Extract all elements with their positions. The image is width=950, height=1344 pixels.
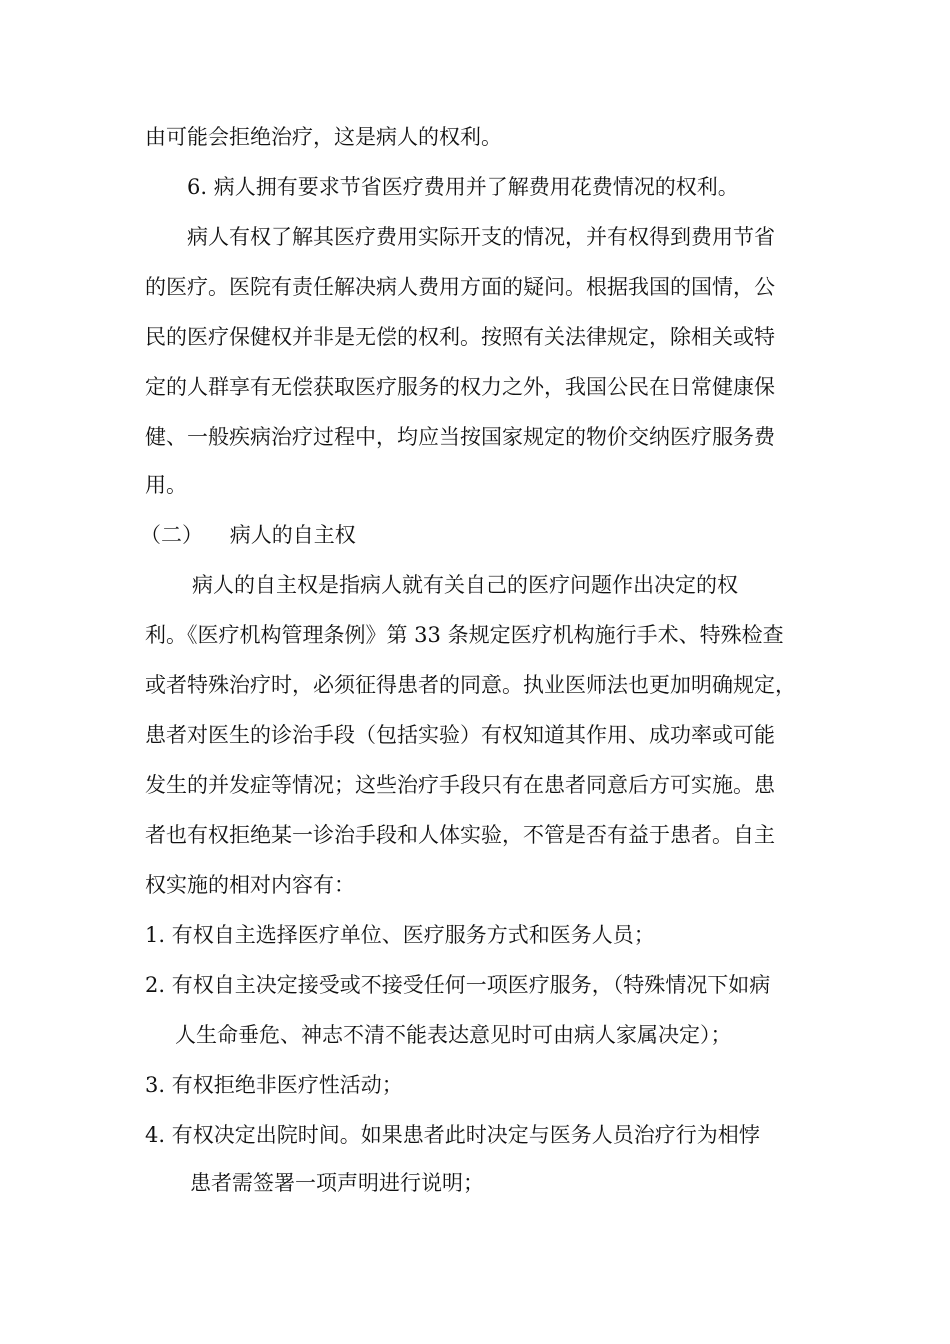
list-item-1: 1. 有权自主选择医疗单位、医疗服务方式和医务人员； [145, 923, 655, 947]
section-heading: （二） 病人的自主权 [140, 523, 356, 547]
paragraph-line: 健、一般疾病治疗过程中，均应当按国家规定的物价交纳医疗服务费 [145, 425, 775, 449]
list-item-2: 2. 有权自主决定接受或不接受任何一项医疗服务，（特殊情况下如病 [145, 973, 771, 997]
paragraph-line: 定的人群享有无偿获取医疗服务的权力之外，我国公民在日常健康保 [145, 375, 775, 399]
list-item-4-continuation: 患者需签署一项声明进行说明； [190, 1171, 484, 1195]
paragraph-line: 患者对医生的诊治手段（包括实验）有权知道其作用、成功率或可能 [145, 723, 775, 747]
list-item-2-continuation: 人生命垂危、神志不清不能表达意见时可由病人家属决定）； [175, 1023, 732, 1047]
list-item-6: 6. 病人拥有要求节省医疗费用并了解费用花费情况的权利。 [187, 175, 739, 199]
paragraph-line: 利。《医疗机构管理条例》第 33 条规定医疗机构施行手术、特殊检查 [145, 623, 784, 647]
paragraph-line: 发生的并发症等情况；这些治疗手段只有在患者同意后方可实施。患 [145, 773, 775, 797]
paragraph-line: 病人有权了解其医疗费用实际开支的情况，并有权得到费用节省 [187, 225, 775, 249]
paragraph-line: 用。 [145, 473, 187, 497]
paragraph-line: 或者特殊治疗时，必须征得患者的同意。执业医师法也更加明确规定， [145, 673, 796, 697]
paragraph-line: 由可能会拒绝治疗，这是病人的权利。 [145, 125, 502, 149]
paragraph-line: 的医疗。医院有责任解决病人费用方面的疑问。根据我国的国情，公 [145, 275, 775, 299]
paragraph-line: 民的医疗保健权并非是无偿的权利。按照有关法律规定，除相关或特 [145, 325, 775, 349]
list-item-3: 3. 有权拒绝非医疗性活动； [145, 1073, 403, 1097]
list-item-4: 4. 有权决定出院时间。如果患者此时决定与医务人员治疗行为相悖 [145, 1123, 760, 1147]
paragraph-line: 者也有权拒绝某一诊治手段和人体实验，不管是否有益于患者。自主 [145, 823, 775, 847]
paragraph-line: 权实施的相对内容有： [145, 873, 355, 897]
paragraph-line: 病人的自主权是指病人就有关自己的医疗问题作出决定的权 [192, 573, 738, 597]
